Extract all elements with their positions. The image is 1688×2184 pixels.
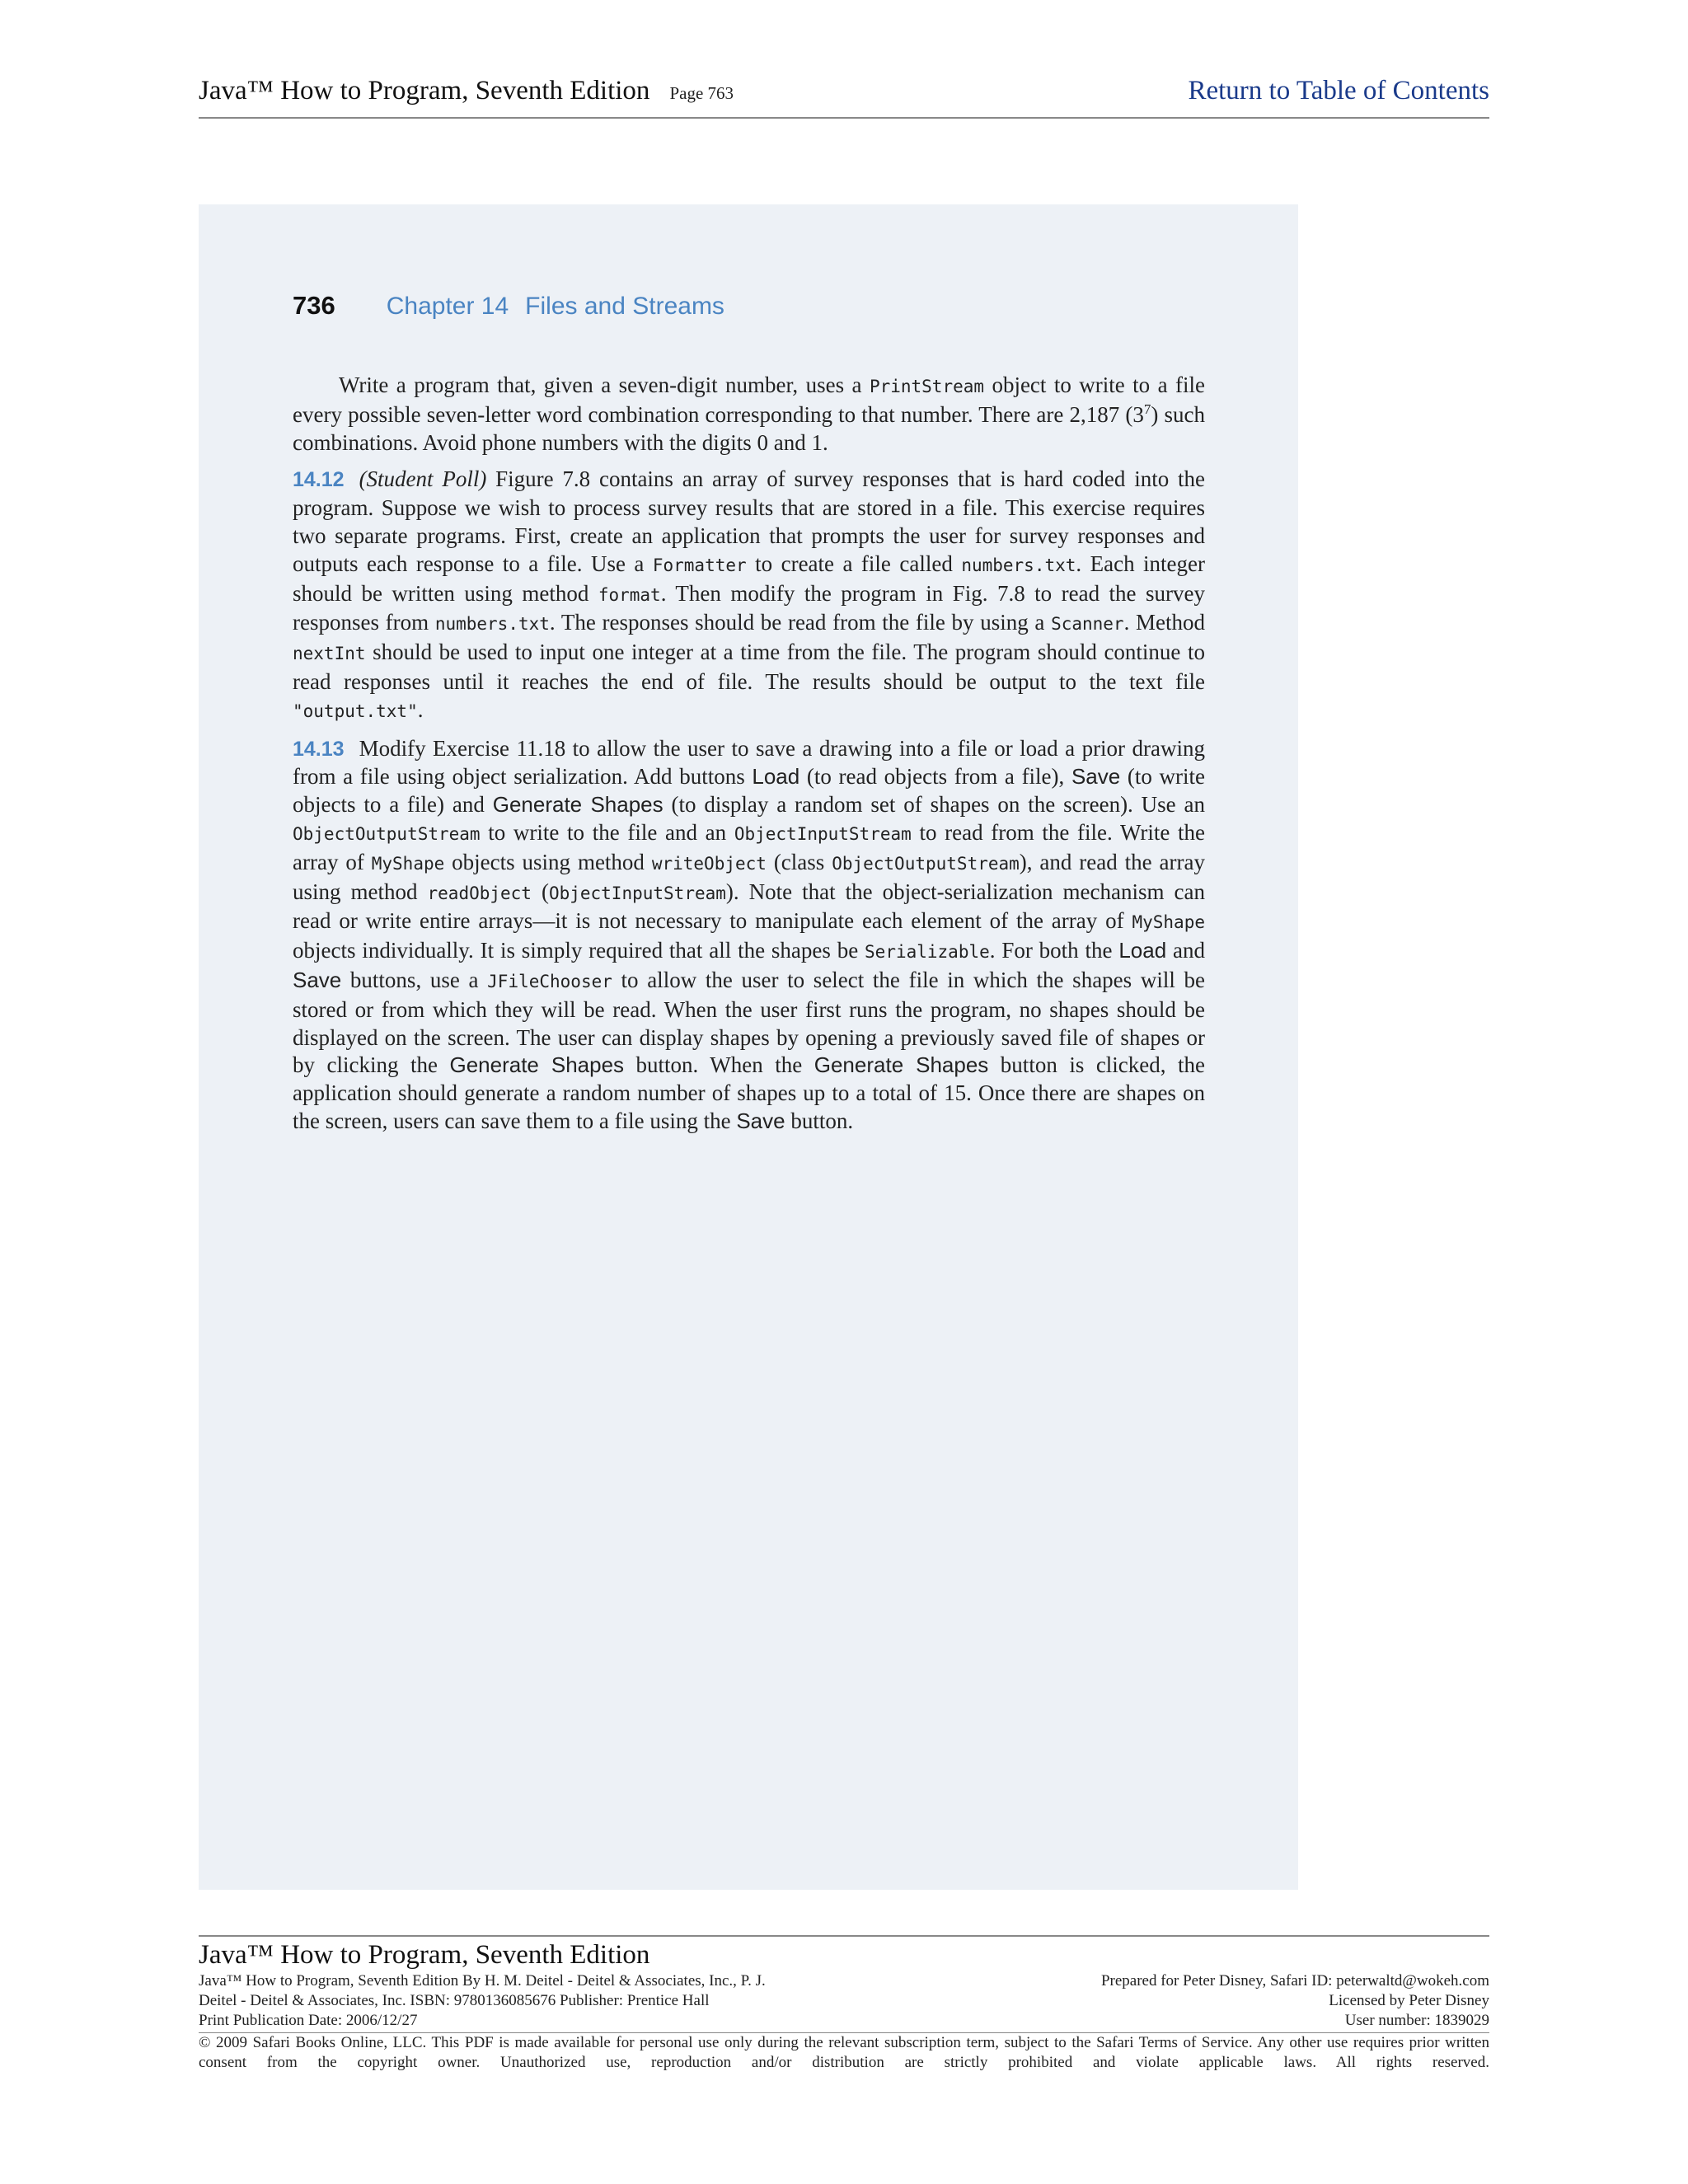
footer-publication-date: Print Publication Date: 2006/12/27 [199, 2012, 418, 2029]
exercise-14-12 [293, 466, 1205, 725]
text-run: . Then modify the program in Fig. 7.8 to read the survey responses from [293, 580, 1205, 635]
text-run: . Method [1123, 610, 1205, 635]
footer-row [199, 2011, 1489, 2031]
text-run: (to read objects from a file), [799, 764, 1071, 790]
text-run: objects individually. It is simply required that all the shapes be [293, 938, 865, 963]
code-formatter: Formatter [652, 555, 747, 575]
text-run: . Each integer should be written using method [293, 551, 1205, 606]
footer-licensed-by: Licensed by Peter Disney [1329, 1992, 1489, 2009]
text-run: to read from the file. Write the array of [293, 819, 1205, 874]
header-book-title [199, 76, 734, 106]
chapter-label: Chapter 14 [386, 293, 509, 320]
exercise-number: 14.13 [293, 737, 345, 761]
footer-isbn-publisher: Deitel - Deitel & Associates, Inc. ISBN: 9780136085676 Publisher: Prentice Hall [199, 1992, 710, 2009]
gui-label-save: Save [293, 967, 342, 992]
text-run: to write to the file and an [480, 819, 734, 845]
gui-label-generate-shapes: Generate Shapes [814, 1052, 989, 1078]
text-run: button is clicked, the application should generate a random number of shapes up to a total of 15. Once there are shapes on the screen, users can save them to a file using the [293, 1052, 1206, 1133]
code-nextint: nextInt [293, 644, 366, 664]
text-run: ) such combinations. Avoid phone numbers with the digits 0 and 1. [293, 401, 1205, 455]
code-output-txt: "output.txt" [293, 701, 418, 721]
text-run: should be used to input one integer at a time from the file. The program should continue to read responses until it reaches the end of file. The results should be output to the text file [293, 640, 1205, 694]
code-objectoutputstream: ObjectOutputStream [832, 853, 1020, 874]
text-run: objects using method [444, 849, 652, 874]
gui-label-save: Save [1071, 764, 1121, 790]
footer-user-number: User number: 1839029 [1344, 2012, 1489, 2029]
chapter-title: Files and Streams [525, 293, 724, 320]
text-run: ), and read the array using method [293, 849, 1205, 904]
footer-row [199, 1971, 1489, 1991]
code-objectinputstream: ObjectInputStream [734, 823, 912, 844]
footer-copyright: © 2009 Safari Books Online, LLC. This PDF is made available for personal use only during the relevant subscription term, subject to the Safari Terms of Service. Any other use requires prior written consent from the copyright owner. Unauthorized use, reproduction and/or distribution are strictly prohibited and violate applicable laws. All rights reserved. [199, 2034, 1489, 2071]
code-objectinputstream: ObjectInputStream [548, 883, 726, 903]
gui-label-load: Load [1118, 938, 1167, 963]
code-myshape: MyShape [371, 853, 445, 874]
text-run: button. When the [624, 1052, 814, 1078]
text-run: Modify Exercise 11.18 to allow the user to save a drawing into a file or load a prior drawing from a file using object serialization. Add buttons [293, 735, 1205, 790]
page-footer [199, 1935, 1489, 2073]
code-myshape: MyShape [1132, 912, 1205, 933]
return-to-toc-link[interactable]: Return to Table of Contents [1188, 76, 1489, 105]
gui-label-generate-shapes: Generate Shapes [449, 1052, 625, 1078]
code-printstream: PrintStream [869, 377, 985, 396]
code-numbers-txt: numbers.txt [434, 614, 550, 635]
text-run: (to write objects to a file) and [293, 764, 1205, 818]
gui-label-load: Load [752, 764, 800, 790]
page-body [293, 372, 1205, 1145]
header-page-label: Page 763 [669, 83, 734, 103]
text-run: button. [785, 1108, 854, 1133]
code-writeobject: writeObject [651, 853, 767, 874]
text-run: Figure 7.8 contains an array of survey responses that is hard coded into the program. Suppose we wish to process survey results that are stored in a file. This exercise requires two separate programs. First, create an application that prompts the user for survey responses and outputs each response to a file. Use a [293, 466, 1205, 576]
code-serializable: Serializable [865, 942, 990, 963]
text-run: and [1166, 938, 1206, 963]
exercise-title: (Student Poll) [359, 466, 487, 492]
gui-label-save: Save [736, 1108, 785, 1133]
book-page [199, 204, 1298, 1890]
page-header [199, 76, 1489, 119]
text-run: . The responses should be read from the file by using a [549, 610, 1052, 635]
superscript: 7 [1143, 401, 1151, 417]
footer-prepared-for: Prepared for Peter Disney, Safari ID: peterwaltd@wokeh.com [1100, 1972, 1489, 1990]
footer-book-title: Java™ How to Program, Seventh Edition [199, 1940, 650, 1970]
code-numbers-txt: numbers.txt [961, 555, 1076, 575]
text-run: (class [766, 849, 832, 874]
exercise-14-13 [293, 735, 1205, 1136]
code-objectoutputstream: ObjectOutputStream [293, 823, 481, 844]
code-scanner: Scanner [1051, 614, 1124, 635]
text-run: Write a program that, given a seven-digit number, uses a [339, 373, 870, 397]
footer-book-info: Java™ How to Program, Seventh Edition By H. M. Deitel - Deitel & Associates, Inc., P. J. [199, 1972, 766, 1990]
book-page-number: 736 [293, 291, 335, 320]
text-run: . [417, 696, 424, 722]
gui-label-generate-shapes: Generate Shapes [492, 792, 663, 818]
exercise-number: 14.12 [293, 468, 345, 492]
text-run: . For both the [989, 938, 1119, 963]
text-run: ). Note that the object-serialization mechanism can read or write entire arrays—it is not necessary to manipulate each element of the array of [293, 879, 1205, 934]
code-jfilechooser: JFileChooser [487, 971, 612, 991]
code-format: format [598, 584, 661, 605]
text-run: to create a file called [746, 551, 962, 576]
footer-row [199, 1991, 1489, 2011]
code-readobject: readObject [427, 883, 532, 903]
text-run: buttons, use a [341, 967, 488, 992]
header-title-text: Java™ How to Program, Seventh Edition [199, 76, 650, 105]
exercise-continuation-paragraph [293, 372, 1205, 457]
running-head [293, 291, 724, 321]
text-run: (to display a random set of shapes on the screen). Use an [663, 792, 1205, 818]
text-run: ( [531, 879, 549, 904]
text-run: to allow the user to select the file in which the shapes will be stored or from which they will be read. When the user first runs the program, no shapes should be displayed on the screen. The user can display shapes by opening a previously saved file of shapes or by clicking the [293, 967, 1205, 1078]
text-run: object to write to a file every possible seven-letter word combination corresponding to that number. There are 2,187 (3 [293, 373, 1205, 427]
